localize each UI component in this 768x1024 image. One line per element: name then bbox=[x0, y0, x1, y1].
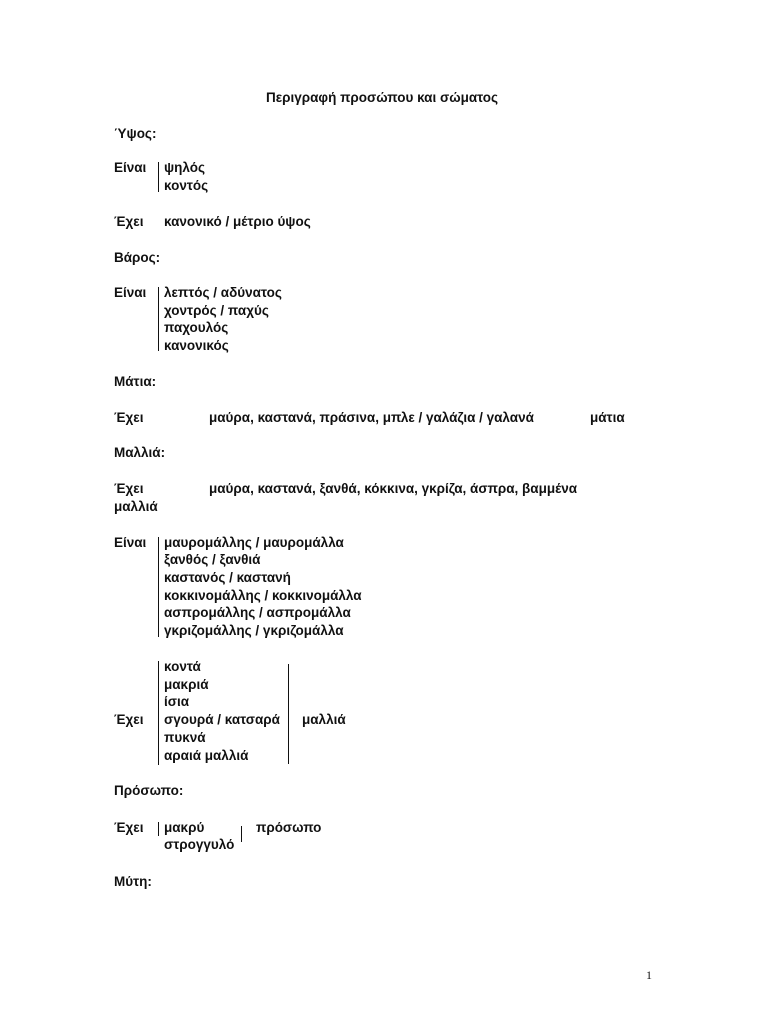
face-noun: πρόσωπο bbox=[256, 820, 322, 835]
section-heading-nose: Μύτη: bbox=[114, 874, 152, 889]
option-item: κοκκινομάλλης / κοκκινομάλλα bbox=[164, 588, 362, 603]
height-has-text: κανονικό / μέτριο ύψος bbox=[164, 214, 311, 229]
hair-colors-text: μαύρα, καστανά, ξανθά, κόκκινα, γκρίζα, άσπρα, βαμμένα bbox=[209, 481, 578, 496]
eye-colors-text: μαύρα, καστανά, πράσινα, μπλε / γαλάζια / γαλανά bbox=[209, 410, 534, 425]
option-item: ξανθός / ξανθιά bbox=[164, 552, 261, 567]
verb-has-label: Έχει bbox=[114, 481, 144, 496]
option-item: καστανός / καστανή bbox=[164, 570, 291, 585]
verb-has-label: Έχει bbox=[114, 410, 144, 425]
verb-has-label: Έχει bbox=[114, 712, 144, 727]
bracket-line bbox=[241, 826, 242, 842]
page-title: Περιγραφή προσώπου και σώματος bbox=[266, 90, 499, 105]
option-item: ίσια bbox=[164, 694, 190, 709]
verb-has-label: Έχει bbox=[114, 820, 144, 835]
eyes-noun: μάτια bbox=[590, 410, 625, 425]
option-item: ψηλός bbox=[164, 160, 206, 175]
option-item: σγουρά / κατσαρά bbox=[164, 712, 280, 727]
option-item: μαυρομάλλης / μαυρομάλλα bbox=[164, 535, 344, 550]
hair-noun: μαλλιά bbox=[302, 712, 346, 727]
option-item: στρογγυλό bbox=[164, 837, 235, 852]
bracket-line bbox=[288, 664, 289, 764]
option-item: κοντά bbox=[164, 659, 201, 674]
option-item: μακρύ bbox=[164, 820, 205, 835]
bracket-line bbox=[158, 287, 159, 351]
bracket-line bbox=[158, 661, 159, 765]
section-heading-hair: Μαλλιά: bbox=[114, 445, 166, 460]
option-item: αραιά μαλλιά bbox=[164, 748, 249, 763]
verb-is-label: Είναι bbox=[114, 535, 147, 550]
verb-is-label: Είναι bbox=[114, 285, 147, 300]
section-heading-eyes: Μάτια: bbox=[114, 374, 157, 389]
bracket-line bbox=[158, 822, 159, 836]
verb-is-label: Είναι bbox=[114, 160, 147, 175]
section-heading-height: Ύψος: bbox=[114, 126, 157, 141]
option-item: ασπρομάλλης / ασπρομάλλα bbox=[164, 605, 351, 620]
option-item: γκριζομάλλης / γκριζομάλλα bbox=[164, 623, 344, 638]
hair-noun-wrapped: μαλλιά bbox=[114, 499, 158, 514]
verb-has-label: Έχει bbox=[114, 214, 144, 229]
section-heading-face: Πρόσωπο: bbox=[114, 783, 184, 798]
option-item: μακριά bbox=[164, 677, 209, 692]
option-item: πυκνά bbox=[164, 730, 206, 745]
bracket-line bbox=[158, 537, 159, 637]
option-item: κοντός bbox=[164, 178, 209, 193]
option-item: λεπτός / αδύνατος bbox=[164, 285, 282, 300]
page-number: 1 bbox=[646, 968, 652, 982]
option-item: χοντρός / παχύς bbox=[164, 303, 269, 318]
section-heading-weight: Βάρος: bbox=[114, 250, 161, 265]
option-item: παχουλός bbox=[164, 320, 229, 335]
bracket-line bbox=[158, 162, 159, 192]
option-item: κανονικός bbox=[164, 338, 229, 353]
